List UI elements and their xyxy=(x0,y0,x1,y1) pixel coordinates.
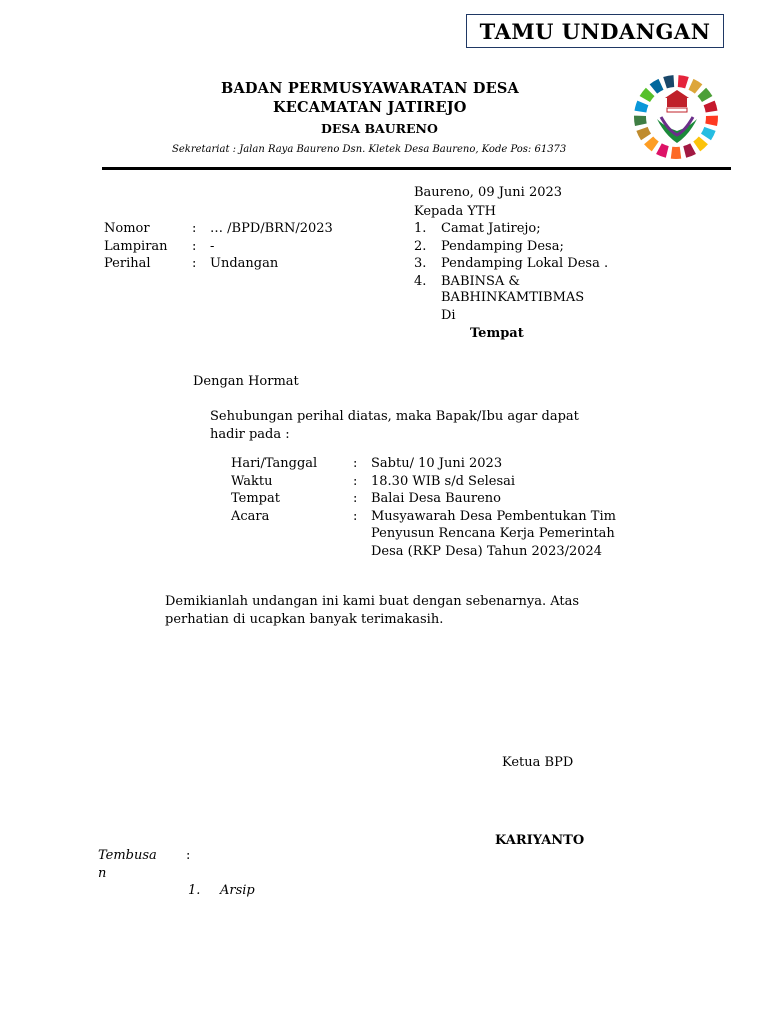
di-label: Di xyxy=(441,308,456,323)
meta-value: - xyxy=(210,238,215,254)
cc-label: Tembusa xyxy=(98,848,157,863)
detail-value: Sabtu/ 10 Juni 2023 xyxy=(371,456,503,471)
recipient-item: Pendamping Lokal Desa . xyxy=(441,256,609,271)
detail-colon: : xyxy=(353,473,358,489)
detail-label: Tempat xyxy=(231,491,280,506)
logo-wheel-segment xyxy=(678,75,689,88)
recipient-item: Camat Jatirejo; xyxy=(441,221,541,236)
logo-wheel-segment xyxy=(704,101,718,113)
cc-number: 1. xyxy=(188,883,201,898)
logo-wheel-segment xyxy=(701,127,716,140)
logo-wheel-segment xyxy=(671,147,681,159)
to-label: Kepada YTH xyxy=(414,204,496,219)
recipient-number: 2. xyxy=(414,238,427,254)
signer-title: Ketua BPD xyxy=(502,755,574,770)
logo-wheel-segment xyxy=(644,136,659,151)
logo-wheel-segment xyxy=(693,136,708,151)
closing-line-2: perhatian di ucapkan banyak terimakasih. xyxy=(165,612,444,627)
detail-colon: : xyxy=(353,456,358,471)
meta-colon: : xyxy=(192,238,197,254)
logo-wheel-segment xyxy=(634,116,647,126)
closing-line-1: Demikianlah undangan ini kami buat dengan sebenarnya. Atas xyxy=(165,594,580,609)
detail-label: Waktu xyxy=(231,473,273,489)
greeting: Dengan Hormat xyxy=(193,374,299,389)
header-line-2: KECAMATAN JATIREJO xyxy=(273,99,467,116)
recipient-number: 4. xyxy=(414,273,427,289)
logo-wheel-segment xyxy=(640,88,655,102)
detail-colon: : xyxy=(353,491,358,506)
intro-line-2: hadir pada : xyxy=(210,427,290,442)
recipient-item: Pendamping Desa; xyxy=(441,238,564,254)
logo-wheel-segment xyxy=(636,127,651,140)
header-line-1: BADAN PERMUSYAWARATAN DESA xyxy=(221,80,519,97)
header-divider xyxy=(102,167,731,170)
meta-colon: : xyxy=(192,256,197,271)
logo-wheel-segment xyxy=(656,143,669,157)
meta-label: Lampiran xyxy=(104,238,168,254)
meta-value: … /BPD/BRN/2023 xyxy=(210,221,333,236)
recipient-continuation: BABHINKAMTIBMAS xyxy=(441,290,585,305)
recipient-number: 1. xyxy=(414,221,427,236)
document-tag: TAMU UNDANGAN xyxy=(466,14,724,48)
logo-building xyxy=(667,97,687,107)
detail-colon: : xyxy=(353,508,358,524)
cc-label-wrap: n xyxy=(98,866,107,881)
place-date: Baureno, 09 Juni 2023 xyxy=(414,185,563,200)
acara-line-3: Desa (RKP Desa) Tahun 2023/2024 xyxy=(371,544,603,559)
recipient-number: 3. xyxy=(414,256,427,271)
cc-colon: : xyxy=(186,848,191,863)
recipient-item: BABINSA & xyxy=(441,273,521,289)
cc-item: Arsip xyxy=(220,883,255,898)
logo-wheel-segment xyxy=(683,143,696,157)
meta-label: Perihal xyxy=(104,256,151,271)
logo-wheel-segment xyxy=(705,116,718,126)
logo-wheel-segment xyxy=(634,101,648,113)
detail-label: Hari/Tanggal xyxy=(231,456,318,471)
meta-colon: : xyxy=(192,221,197,236)
tempat-label: Tempat xyxy=(470,326,524,341)
logo-base xyxy=(667,108,687,112)
detail-label: Acara xyxy=(231,508,270,524)
logo-wheel-segment xyxy=(663,75,674,88)
logo-wheel-segment xyxy=(650,79,664,94)
intro-line-1: Sehubungan perihal diatas, maka Bapak/Ibu agar dapat xyxy=(210,409,579,424)
detail-value: 18.30 WIB s/d Selesai xyxy=(371,473,516,489)
meta-label: Nomor xyxy=(104,221,150,236)
logo-wheel-segment xyxy=(689,79,703,94)
detail-value: Balai Desa Baureno xyxy=(371,491,501,506)
header-address: Sekretariat : Jalan Raya Baureno Dsn. Kletek Desa Baureno, Kode Pos: 61373 xyxy=(172,144,567,155)
detail-value: Musyawarah Desa Pembentukan Tim xyxy=(371,508,616,524)
meta-value: Undangan xyxy=(210,256,279,271)
acara-line-2: Penyusun Rencana Kerja Pemerintah xyxy=(371,526,615,541)
header-line-3: DESA BAURENO xyxy=(321,121,438,136)
signer-name: KARIYANTO xyxy=(495,833,585,848)
sdg-wheel-logo-icon xyxy=(631,75,721,159)
logo-wheel-segment xyxy=(698,88,713,102)
